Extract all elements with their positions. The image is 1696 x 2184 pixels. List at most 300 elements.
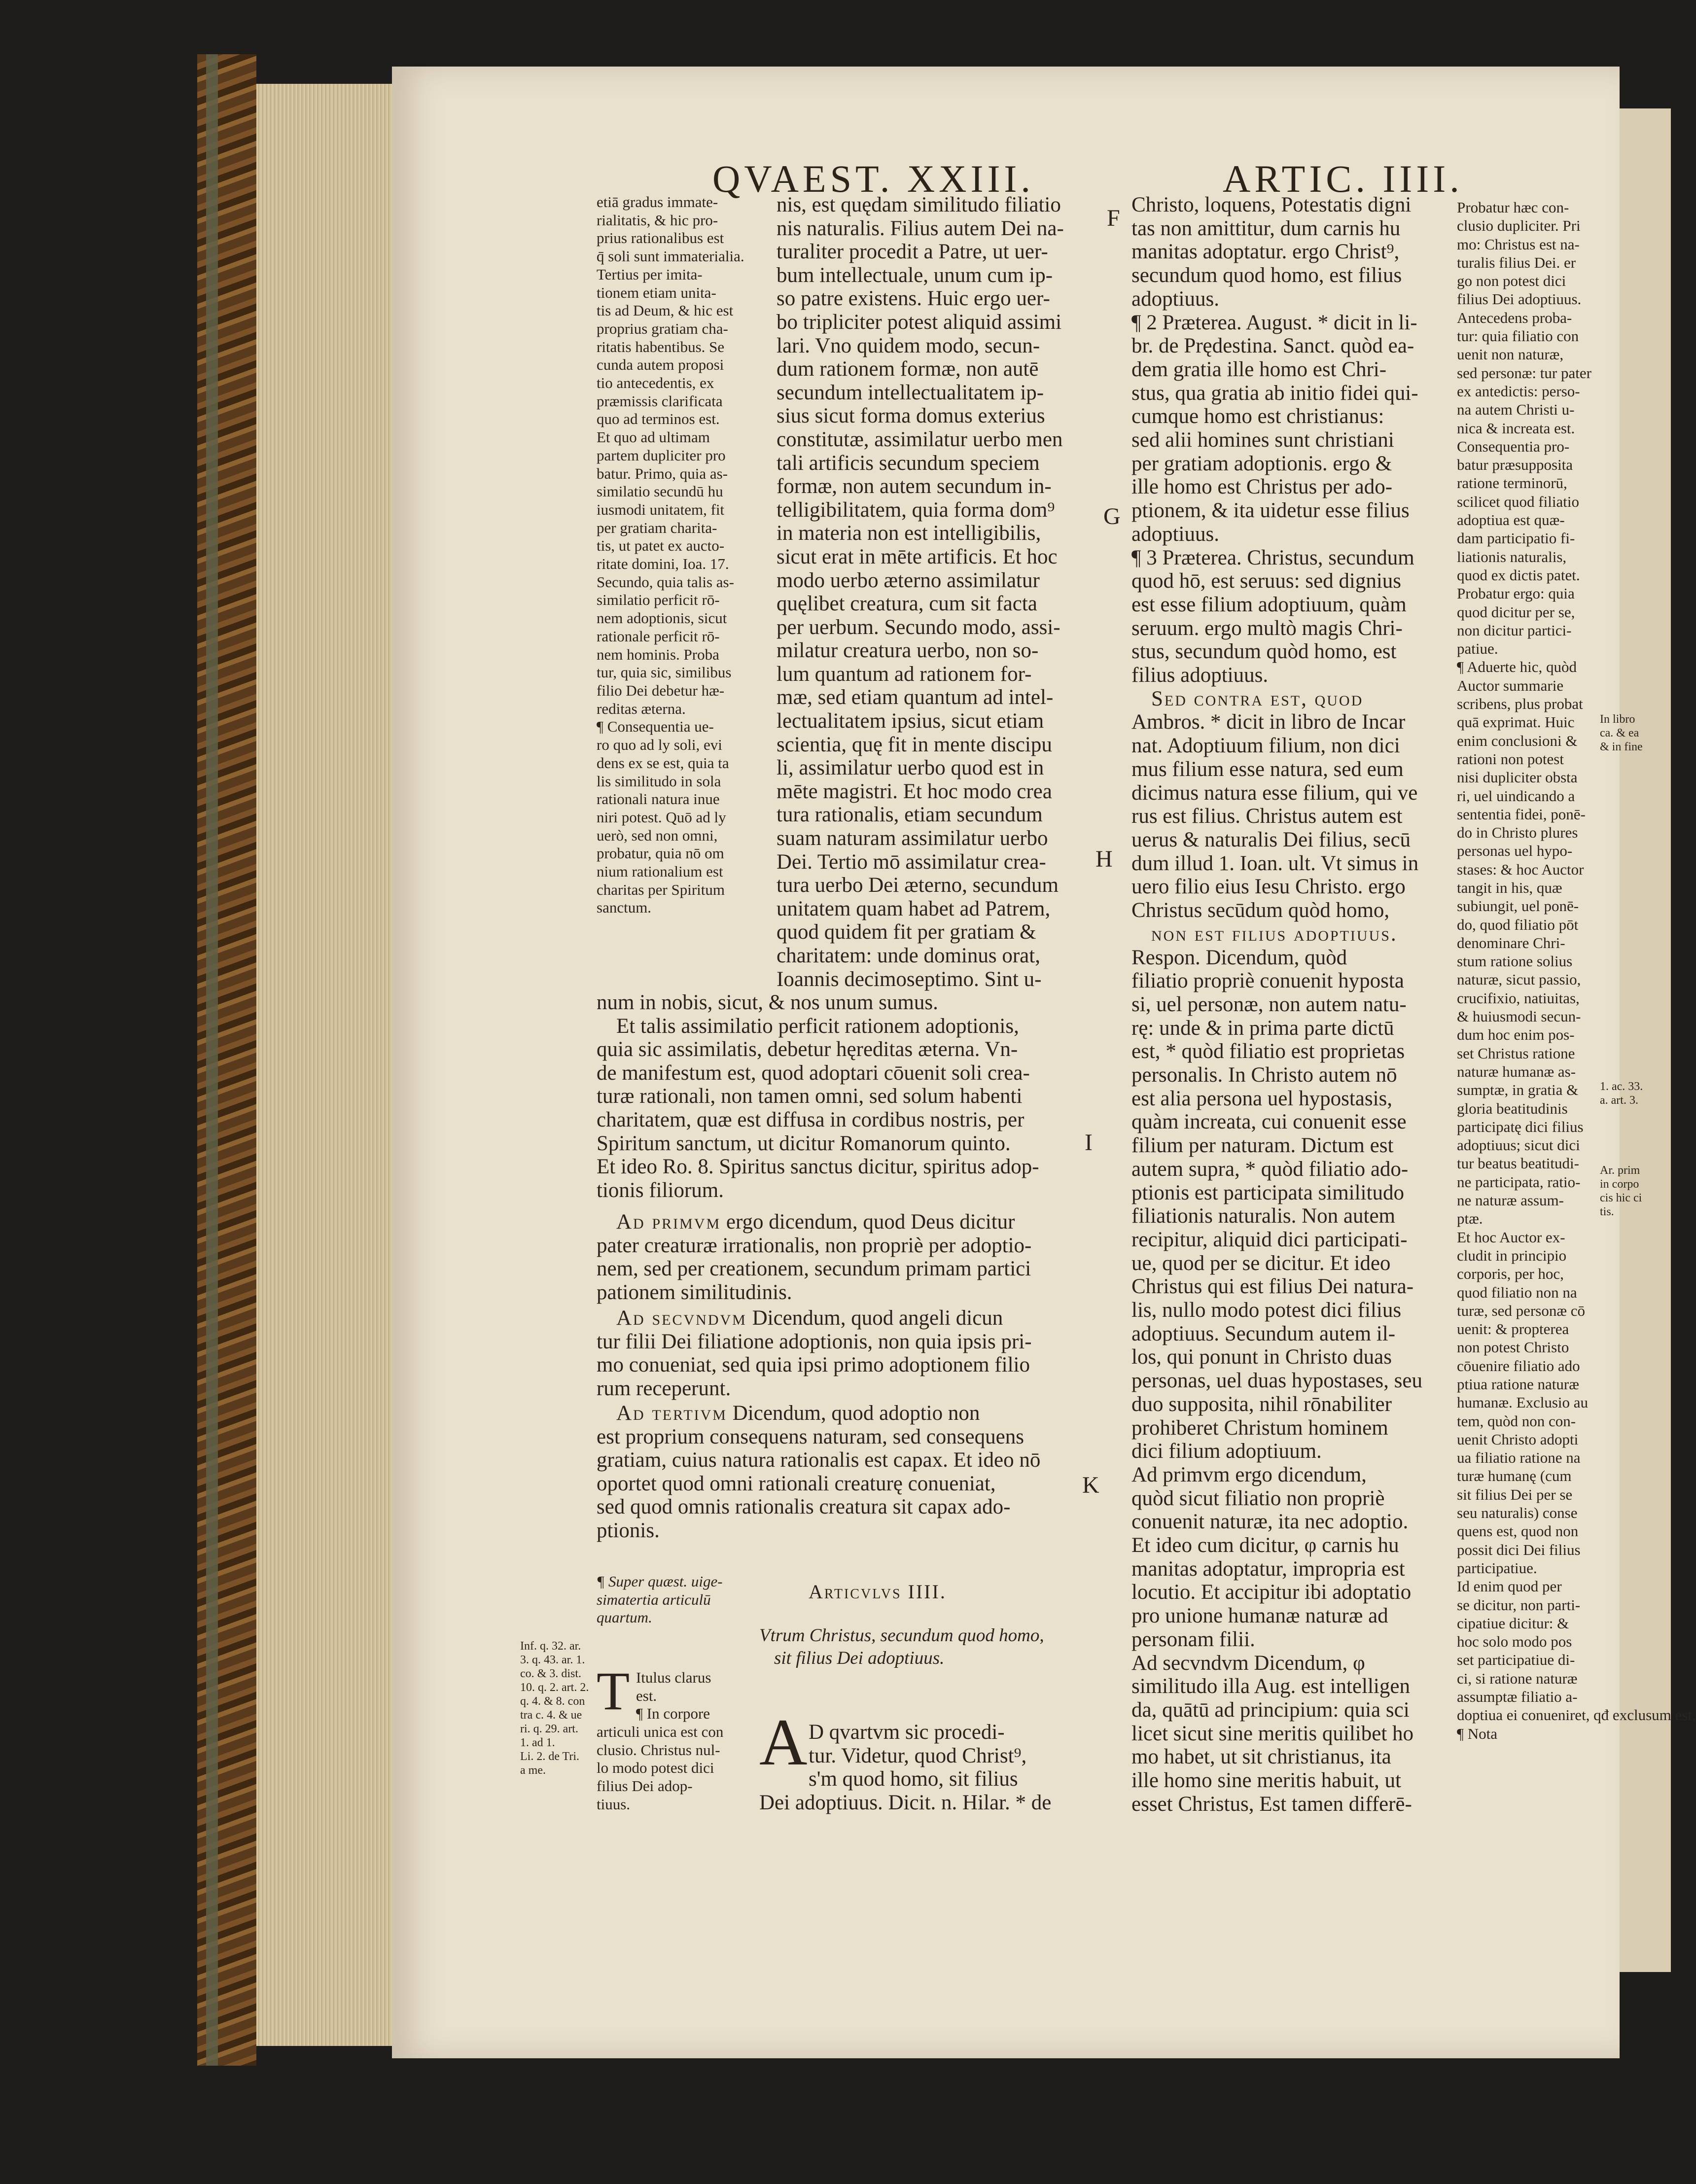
text-line: Et talis assimilatio perficit rationem adoptionis, [616, 1014, 1019, 1038]
text-line: tionis filiorum. [597, 1178, 724, 1202]
text-line: secundum quod homo, est filius [1131, 264, 1402, 287]
text-line: adoptiuus. [1131, 287, 1219, 311]
note-line: se dicitur, non parti- [1457, 1596, 1581, 1614]
note-line: scribens, plus probat [1457, 695, 1583, 713]
note-line: uenit Christo adopti [1457, 1430, 1579, 1448]
text-line: duo supposita, nihil rōnabiliter [1131, 1392, 1392, 1416]
note-line: Et hoc Auctor ex- [1457, 1228, 1565, 1246]
note-line: Auctor summarie [1457, 676, 1564, 694]
text-line: ergo dicendum, quod Deus dicitur [726, 1210, 1015, 1233]
note-line: non dicitur partici- [1457, 621, 1572, 639]
note-line: Probatur hæc con- [1457, 199, 1569, 216]
text-line: Ad secvndvm Dicendum, φ [1131, 1651, 1365, 1675]
note-line: clusio dupliciter. Pri [1457, 217, 1581, 235]
note-line: ne naturæ assum- [1457, 1192, 1564, 1209]
text-line: de manifestum est, quod adoptari cōuenit soli crea- [597, 1061, 1030, 1085]
text-line: dum rationem formæ, non autē [777, 357, 1039, 381]
note-line: proprius gratiam cha- [597, 319, 728, 337]
text-line: Et ideo cum dicitur, φ carnis hu [1131, 1534, 1399, 1557]
reference-line: in corpo [1600, 1178, 1639, 1191]
note-line: patiue. [1457, 640, 1498, 658]
text-line: mo conueniat, sed quia ipsi primo adoptionem filio [597, 1353, 1030, 1377]
text-line: bo tripliciter potest aliquid assimi [777, 310, 1062, 334]
note-line: quod ex dictis patet. [1457, 566, 1580, 584]
note-line: ex antedictis: perso- [1457, 382, 1580, 400]
text-line: quęlibet creatura, cum sit facta [777, 592, 1037, 616]
text-line: conuenit naturæ, ita nec adoptio. [1131, 1510, 1409, 1534]
note-line: adoptiua est quæ- [1457, 511, 1565, 529]
text-line: lectualitatem ipsius, sicut etiam [777, 709, 1044, 733]
text-line: mo habet, ut sit christianus, ita [1131, 1745, 1391, 1769]
note-line: filius Dei adoptiuus. [1457, 290, 1582, 308]
note-line: seu naturalis) conse [1457, 1504, 1578, 1522]
note-line: lo modo potest dici [597, 1759, 714, 1777]
note-line: sanctum. [597, 899, 652, 916]
text-line: nem, sed per creationem, secundum primam partici [597, 1257, 1031, 1281]
note-line: dum hoc enim pos- [1457, 1026, 1575, 1044]
text-line: pater creaturæ irrationalis, non propriè per adoptio- [597, 1233, 1032, 1257]
note-line: tiuus. [597, 1795, 631, 1813]
text-line: D qvartvm sic procedi- [809, 1721, 1005, 1744]
text-line: recipitur, aliquid dici participati- [1131, 1228, 1408, 1251]
text-line: ille homo sine meritis habuit, ut [1131, 1769, 1401, 1793]
note-line: dam participatio fi- [1457, 529, 1575, 547]
text-line: secundum intellectualitatem ip- [777, 381, 1044, 404]
text-line: filium per naturam. Dictum est [1131, 1134, 1394, 1158]
text-line: so patre existens. Huic ergo uer- [777, 287, 1050, 311]
note-line: ¶ In corpore [636, 1705, 710, 1723]
text-line: locutio. Et accipitur ibi adoptatio [1131, 1581, 1412, 1604]
cross-references-left [520, 1639, 589, 1777]
text-line: dem gratia ille homo est Chri- [1131, 357, 1387, 381]
text-line: ptionis. [597, 1518, 660, 1542]
note-line: uenit: & propterea [1457, 1320, 1569, 1338]
text-line: per uerbum. Secundo modo, assi- [777, 615, 1060, 639]
note-line: sed personæ: tur pater [1457, 364, 1591, 382]
note-line: tangit in his, quæ [1457, 879, 1562, 896]
text-line: dum illud 1. Ioan. ult. Vt simus in [1131, 851, 1419, 875]
text-line: sicut erat in mēte artificis. Et hoc [777, 545, 1058, 568]
main-text-column-3 [1131, 193, 1422, 1816]
note-line: turæ humanę (cum [1457, 1467, 1572, 1485]
text-line: personam filii. [1131, 1627, 1255, 1651]
note-line: ¶ Super quæst. uige- [597, 1573, 723, 1590]
text-line: est proprium consequens naturam, sed consequens [597, 1425, 1024, 1448]
text-line: licet sicut sine meritis quilibet ho [1131, 1722, 1414, 1745]
text-line: mēte magistri. Et hoc modo crea [777, 779, 1052, 803]
text-line: lari. Vno quidem modo, secun- [777, 334, 1040, 357]
margin-marker-f: F [1107, 205, 1120, 231]
text-line: pro unione humanæ naturæ ad [1131, 1604, 1388, 1628]
note-line: rationali natura inue [597, 790, 720, 808]
text-line: mus filium esse natura, sed eum [1131, 757, 1404, 781]
text-line: similitudo illa Aug. est intelligen [1131, 1675, 1410, 1698]
note-line: clusio. Christus nul- [597, 1741, 720, 1759]
reference-line: In libro [1600, 713, 1635, 726]
reply-head: Ad secvndvm [616, 1306, 747, 1330]
reference-line: ca. & ea [1600, 727, 1639, 740]
reference-line: Ar. prim [1600, 1164, 1640, 1177]
note-line: go non potest dici [1457, 272, 1566, 290]
note-line: Itulus clarus [636, 1669, 711, 1686]
text-line: sed alii homines sunt christiani [1131, 428, 1394, 452]
text-line: sed quod omnis rationalis creatura sit capax ado- [597, 1495, 1011, 1519]
reference-line: & in fine [1600, 740, 1643, 753]
note-line: Tertius per imita- [597, 265, 703, 283]
note-line: quod dicitur per se, [1457, 603, 1575, 621]
note-line: cipatiue dicitur: & [1457, 1614, 1569, 1632]
reference-line: tra c. 4. & ue [520, 1709, 582, 1722]
margin-marker-h: H [1095, 846, 1113, 872]
text-line: pationem similitudinis. [597, 1280, 792, 1304]
text-line: Ambros. * dicit in libro de Incar [1131, 710, 1406, 734]
reference-line: co. & 3. dist. [520, 1667, 581, 1680]
note-line: niri potest. Quō ad ly [597, 808, 726, 826]
note-line: nisi dupliciter obsta [1457, 769, 1578, 786]
text-line: Dei adoptiuus. Dicit. n. Hilar. * de [759, 1791, 1052, 1814]
text-line: sius sicut forma domus exterius [777, 404, 1045, 428]
text-line: da, quātū ad principium: quia sci [1131, 1698, 1410, 1722]
text-line: Dicendum, quod adoptio non [732, 1402, 980, 1425]
note-line: set Christus ratione [1457, 1044, 1575, 1062]
note-line: tio antecedentis, ex [597, 374, 714, 392]
note-line: est. [636, 1687, 657, 1704]
note-line: charitas per Spiritum [597, 881, 725, 898]
text-line: uerus & naturalis Dei filius, secū [1131, 828, 1411, 851]
text-line: dici filium adoptiuum. [1131, 1440, 1322, 1463]
question-line: sit filius Dei adoptiuus. [774, 1648, 945, 1668]
note-line: dens ex se est, quia ta [597, 754, 729, 772]
note-line: gloria beatitudinis [1457, 1099, 1568, 1117]
note-line: participatę dici filius [1457, 1118, 1584, 1135]
text-line: ¶ 2 Præterea. August. * dicit in li- [1131, 311, 1417, 334]
reply-head: Ad tertivm [616, 1402, 727, 1425]
note-line: corporis, per hoc, [1457, 1265, 1564, 1283]
note-line: quartum. [597, 1609, 652, 1626]
question-line: Vtrum Christus, secundum quod homo, [759, 1625, 1044, 1646]
text-line: lum quantum ad rationem for- [777, 662, 1032, 686]
text-line: filiatio propriè conuenit hyposta [1131, 969, 1404, 993]
cross-references-right-2 [1600, 1080, 1643, 1107]
text-line: Dicendum, quod angeli dicun [752, 1306, 1003, 1330]
text-line: si, uel personæ, non autem natu- [1131, 992, 1407, 1016]
note-line: ¶ Consequentia ue- [597, 718, 714, 736]
text-line: ¶ 3 Præterea. Christus, secundum [1131, 546, 1414, 569]
text-line: Dei. Tertio mō assimilatur crea- [777, 850, 1046, 874]
note-line: Secundo, quia talis as- [597, 573, 734, 591]
note-line: nem hominis. Proba [597, 645, 719, 663]
note-line: quā exprimat. Huic [1457, 713, 1575, 731]
reference-line: tis. [1600, 1205, 1614, 1218]
text-line: scientia, quę fit in mente discipu [777, 733, 1052, 756]
text-line: tura uerbo Dei æterno, secundum [777, 874, 1059, 897]
note-line: ro quo ad ly soli, evi [597, 736, 722, 754]
text-line: gratiam, cuius natura rationalis est capax. Et ideo nō [597, 1448, 1041, 1472]
reference-line: cis hic ci [1600, 1192, 1642, 1204]
note-line: ritate domini, Ioa. 17. [597, 555, 729, 573]
text-line: oportet quod omni rationali creaturę conueniat, [597, 1472, 996, 1495]
note-line: filio Dei debetur hæ- [597, 681, 725, 699]
text-line: ue, quod per se dicitur. Et ideo [1131, 1251, 1391, 1275]
text-line: filius adoptiuus. [1131, 664, 1269, 687]
note-line: quens est, quod non [1457, 1522, 1579, 1540]
note-line: etiā gradus immate- [597, 193, 718, 211]
text-line: quod quidem fit per gratiam & [777, 920, 1036, 944]
text-line: personas, uel duas hypostases, seu [1131, 1369, 1422, 1393]
article-question [759, 1624, 1044, 1670]
text-line: stus, qua gratia ab initio fidei qui- [1131, 381, 1418, 405]
reply-ad-secundum [597, 1306, 1032, 1400]
note-line: cōuenire filiatio ado [1457, 1357, 1580, 1374]
note-line: reditas æterna. [597, 700, 686, 717]
note-line: ne participata, ratio- [1457, 1173, 1581, 1191]
note-line: iusmodi unitatem, fit [597, 500, 725, 518]
note-line: participatiue. [1457, 1559, 1537, 1577]
note-line: tis, ut patet ex aucto- [597, 537, 725, 555]
reference-line: Li. 2. de Tri. [520, 1750, 580, 1763]
text-line: Sed contra est, quod [1151, 687, 1364, 710]
note-line: ptiua ratione naturæ [1457, 1375, 1579, 1393]
note-line: turæ, sed personæ cō [1457, 1302, 1586, 1319]
text-line: Et ideo Ro. 8. Spiritus sanctus dicitur, spiritus adop- [597, 1155, 1039, 1179]
reply-ad-tertium [597, 1402, 1040, 1543]
drop-cap-t: T [597, 1661, 630, 1721]
note-line: sit filius Dei per se [1457, 1485, 1573, 1503]
note-line: tur, quia sic, similibus [597, 664, 732, 681]
text-line: nis, est quędam similitudo filiatio [777, 193, 1061, 216]
note-line: cunda autem proposi [597, 356, 724, 374]
note-line: per gratiam charita- [597, 519, 717, 536]
text-line: prohiberet Christum hominem [1131, 1416, 1388, 1440]
note-line: adoptiuus; sicut dici [1457, 1136, 1580, 1154]
note-line: nica & increata est. [1457, 419, 1575, 437]
text-line: stus, secundum quòd homo, est [1131, 640, 1397, 664]
titulus-note-cont [597, 1723, 723, 1814]
text-line: tura rationalis, etiam secundum [777, 803, 1043, 827]
page-edges [256, 84, 392, 2046]
note-line: cludit in principio [1457, 1246, 1567, 1264]
reference-line: 3. q. 43. ar. 1. [520, 1654, 585, 1666]
running-head-left: QVAEST. XXIII. [712, 157, 1034, 200]
note-line: rationi non potest [1457, 750, 1564, 768]
note-line: rialitatis, & hic pro- [597, 211, 718, 229]
margin-marker-i: I [1085, 1129, 1093, 1156]
text-line: mæ, sed etiam quantum ad intel- [777, 686, 1054, 709]
text-line: quod hō, est seruus: sed dignius [1131, 569, 1402, 593]
note-line: sumptæ, in gratia & [1457, 1081, 1579, 1099]
text-line: autem supra, * quòd filiatio ado- [1131, 1157, 1409, 1181]
text-line: est, * quòd filiatio est proprietas [1131, 1040, 1405, 1063]
note-line: set participatiue di- [1457, 1651, 1575, 1669]
note-line: personas uel hypo- [1457, 842, 1573, 860]
text-line: num in nobis, sicut, & nos unum sumus. [597, 991, 938, 1014]
note-line: crucifixio, natiuitas, [1457, 989, 1580, 1007]
text-line: est alia persona uel hypostasis, [1131, 1087, 1393, 1110]
note-line: do, quod filiatio pōt [1457, 916, 1579, 933]
note-line: prius rationalibus est [597, 229, 724, 247]
note-line: mo: Christus est na- [1457, 235, 1580, 253]
note-line: Consequentia pro- [1457, 437, 1570, 455]
text-line: suam naturam assimilatur uerbo [777, 827, 1048, 850]
article-heading: Articvlvs IIII. [809, 1581, 947, 1603]
text-line: est esse filium adoptiuum, quàm [1131, 593, 1407, 616]
text-line: s'm quod homo, sit filius [809, 1767, 1018, 1791]
text-line: Christus secūdum quòd homo, [1131, 899, 1390, 922]
note-line: partem dupliciter pro [597, 446, 726, 464]
text-line: ille homo est Christus per ado- [1131, 475, 1393, 499]
note-line: tis ad Deum, & hic est [597, 302, 734, 319]
text-line: manitas adoptatur. ergo Christ⁹, [1131, 240, 1400, 264]
note-line: possit dici Dei filius [1457, 1541, 1581, 1558]
text-line: ptionis est participata similitudo [1131, 1181, 1404, 1204]
note-line: nem adoptionis, sicut [597, 609, 727, 627]
text-line: modo uerbo æterno assimilatur [777, 568, 1040, 592]
note-line: similatio secundū hu [597, 483, 723, 500]
main-text-wide [597, 991, 1039, 1202]
text-line: Ioannis decimoseptimo. Sint u- [777, 967, 1042, 991]
text-line: filiationis naturalis. Non autem [1131, 1204, 1396, 1228]
text-line: in materia non est intelligibilis, [777, 522, 1041, 545]
running-head-right: ARTIC. IIII. [1223, 157, 1463, 200]
cross-references-right [1600, 712, 1643, 754]
cross-references-right-3 [1600, 1163, 1642, 1219]
note-line: non potest Christo [1457, 1339, 1569, 1356]
reply-head: Ad primvm [616, 1210, 721, 1233]
reference-line: q. 4. & 8. con [520, 1695, 585, 1708]
article-intro-last [759, 1791, 1051, 1815]
text-line: constitutæ, assimilatur uerbo men [777, 427, 1063, 451]
text-line: br. de Prędestina. Sanct. quòd ea- [1131, 334, 1414, 358]
note-line: tur beatus beatitudi- [1457, 1155, 1579, 1172]
text-line: rę: unde & in prima parte dictū [1131, 1016, 1394, 1040]
text-line: tali artificis secundum speciem [777, 451, 1040, 475]
text-line: quàm increata, cui conuenit esse [1131, 1110, 1407, 1134]
note-line: simatertia articulū [597, 1590, 711, 1608]
text-line: non est filius adoptiuus. [1151, 922, 1398, 946]
note-line: enim conclusioni & [1457, 732, 1578, 749]
note-line: Id enim quod per [1457, 1578, 1562, 1595]
note-line: ri, uel uindicando a [1457, 787, 1575, 805]
reference-line: 10. q. 2. art. 2. [520, 1681, 589, 1694]
text-line: li, assimilatur uerbo quod est in [777, 756, 1044, 780]
titulus-note [636, 1669, 711, 1723]
note-line: Probatur ergo: quia [1457, 585, 1575, 602]
note-line: hoc solo modo pos [1457, 1633, 1572, 1651]
note-line: ratione terminorū, [1457, 474, 1567, 492]
note-line: tem, quòd non con- [1457, 1412, 1576, 1430]
text-line: charitatem: unde dominus orat, [777, 944, 1040, 967]
note-line: batur præsupposita [1457, 456, 1573, 474]
note-line: rationale perficit rō- [597, 627, 720, 645]
reference-line: 1. ad 1. [520, 1736, 555, 1749]
text-line: cumque homo est christianus: [1131, 405, 1384, 428]
text-line: personalis. In Christo autem nō [1131, 1063, 1397, 1087]
text-line: rum receperunt. [597, 1376, 731, 1400]
main-text-column-2 [777, 193, 1064, 991]
note-line: præmissis clarificata [597, 392, 723, 410]
text-line: los, qui ponunt in Christo duas [1131, 1345, 1392, 1369]
note-line: uerò, sed non omni, [597, 826, 718, 844]
note-line: batur. Primo, quia as- [597, 464, 728, 482]
text-line: Respon. Dicendum, quòd [1131, 946, 1347, 969]
reply-ad-primum [597, 1210, 1031, 1304]
note-line: Antecedens proba- [1457, 309, 1572, 326]
note-line: Et quo ad ultimam [597, 428, 710, 446]
text-line: turaliter procedit a Patre, ut uer- [777, 240, 1048, 264]
headband [206, 54, 218, 2066]
margin-marker-g: G [1103, 503, 1121, 529]
note-line: lis similitudo in sola [597, 772, 721, 790]
reference-line: Inf. q. 32. ar. [520, 1640, 581, 1653]
note-line: subiungit, uel ponē- [1457, 897, 1579, 915]
margin-marker-k: K [1082, 1472, 1099, 1498]
text-line: dicimus natura esse filium, qui ve [1131, 781, 1418, 805]
text-line: unitatem quam habet ad Patrem, [777, 897, 1051, 920]
note-line: denominare Chri- [1457, 934, 1565, 951]
text-line: lis, nullo modo potest dici filius [1131, 1299, 1402, 1322]
text-line: Christus qui est filius Dei natura- [1131, 1275, 1414, 1299]
note-line: ci, si ratione naturæ [1457, 1669, 1578, 1687]
drop-cap-a: A [759, 1706, 808, 1779]
note-line: sententia fidei, ponē- [1457, 805, 1586, 823]
reference-line: ri. q. 29. art. [520, 1723, 578, 1735]
text-line: uero filio eius Iesu Christo. ergo [1131, 875, 1406, 899]
text-line: per gratiam adoptionis. ergo & [1131, 452, 1392, 475]
note-line: ritatis habentibus. Se [597, 338, 725, 355]
note-line: ua filiatio ratione na [1457, 1449, 1581, 1467]
text-line: ptionem, & ita uidetur esse filius [1131, 499, 1410, 523]
note-line: humanæ. Exclusio au [1457, 1394, 1589, 1411]
text-line: tas non amittitur, dum carnis hu [1131, 216, 1401, 240]
text-line: rus est filius. Christus autem est [1131, 805, 1403, 828]
note-line: articuli unica est con [597, 1723, 724, 1740]
text-line: quia sic assimilatis, debetur hęreditas æterna. Vn- [597, 1038, 1018, 1061]
note-line: stases: & hoc Auctor [1457, 860, 1584, 878]
note-line: & huiusmodi secun- [1457, 1008, 1581, 1025]
note-line: nium rationalium est [597, 863, 723, 881]
reference-line: a me. [520, 1764, 546, 1777]
text-line: Ad primvm ergo dicendum, [1131, 1463, 1367, 1486]
text-line: bum intellectuale, unum cum ip- [777, 263, 1053, 287]
note-line: naturæ humanæ as- [1457, 1062, 1576, 1080]
article-intro [809, 1721, 1026, 1791]
note-line: tionem etiam unita- [597, 283, 716, 301]
text-line: tur filii Dei filiatione adoptionis, non quia ipsis pri- [597, 1330, 1032, 1353]
note-line: ptæ. [1457, 1210, 1483, 1228]
text-line: quòd sicut filiatio non propriè [1131, 1486, 1385, 1510]
note-line: probatur, quia nō om [597, 845, 724, 862]
text-line: Christo, loquens, Potestatis digni [1131, 193, 1412, 216]
note-line: scilicet quod filiatio [1457, 493, 1579, 510]
text-line: adoptiuus. Secundum autem il- [1131, 1322, 1396, 1345]
text-line: turæ rationali, non tamen omni, sed solum habenti [597, 1085, 1023, 1108]
commentary-column-4 [1457, 198, 1696, 1743]
text-line: nat. Adoptiuum filium, non dici [1131, 734, 1400, 758]
note-line: doptiua ei conueniret, qđ exclusum est. [1457, 1706, 1696, 1724]
text-line: tur. Videtur, quod Christ⁹, [809, 1744, 1027, 1767]
note-line: filius Dei adop- [597, 1777, 693, 1795]
text-line: milatur creatura uerbo, non so- [777, 639, 1039, 663]
note-line: assumptæ filiatio a- [1457, 1688, 1578, 1706]
note-line: na autem Christi u- [1457, 401, 1575, 419]
note-line: do in Christo plures [1457, 824, 1578, 842]
super-quaest-note [597, 1573, 723, 1627]
text-line: manitas adoptatur, impropria est [1131, 1557, 1405, 1581]
note-line: quo ad terminos est. [597, 410, 720, 428]
note-line: liationis naturalis, [1457, 548, 1567, 565]
note-line: similatio perficit rō- [597, 591, 720, 609]
note-line: quod filiatio non na [1457, 1283, 1577, 1301]
